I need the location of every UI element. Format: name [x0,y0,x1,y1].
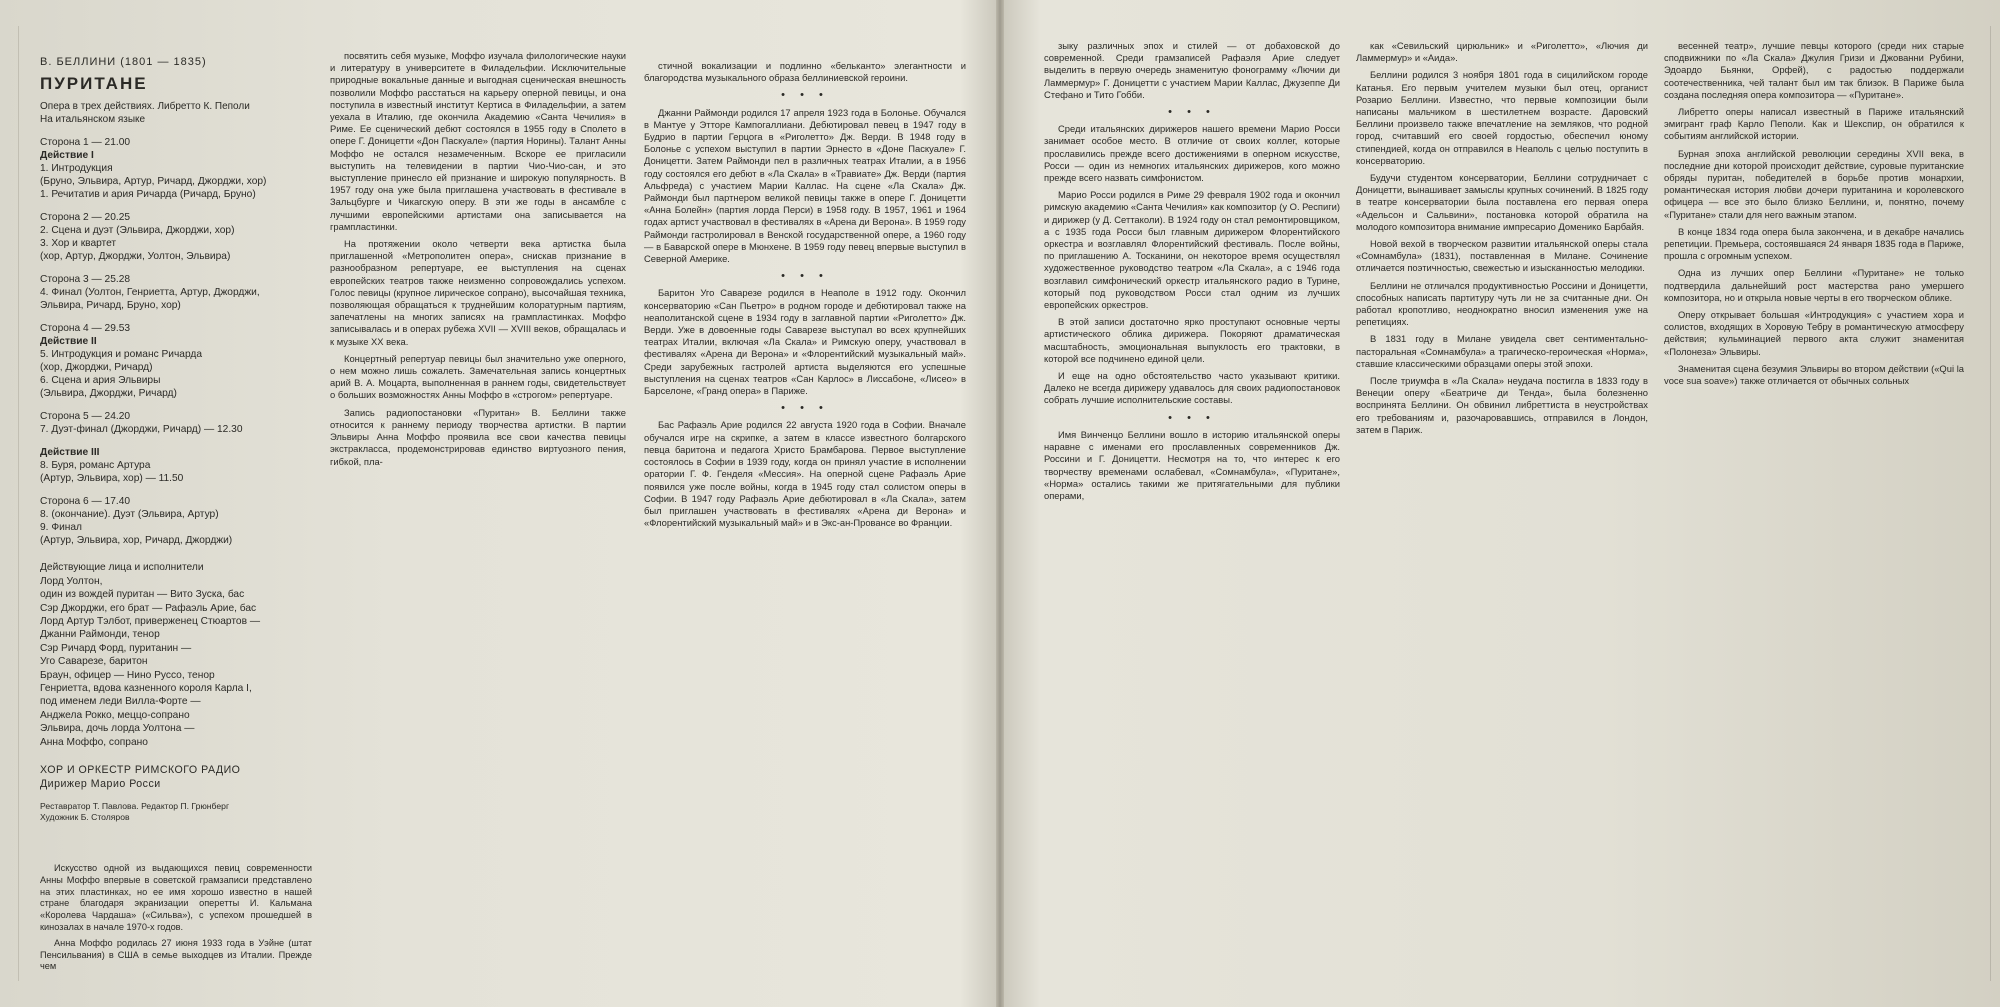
paragraph: Джанни Раймонди родился 17 апреля 1923 года в Болонье. Обучался в Мантуе у Этторе Кампогаллиани. Дебютировал певец в 1947 году в Будрио в партии Герцога в «Риголетто» Дж. Верди. В 1948 году в Болонье с успехом выступил в партии Эрнесто в «Доне Паскуале» Г. Доницетти. Затем Раймонди пел в различных театрах Италии, а в 1956 году состоялся его дебют в «Ла Скала» в «Травиате» Дж. Верди (партия Альфреда) с участием Марии Каллас. На сцене «Ла Скала» Дж. Раймонди был партнером великой певицы также в опере Г. Доницетти «Анна Болейн» (партия лорда Перси) в 1958 году. В 1957, 1961 и 1964 годах артист участвовал в фестивалях в «Арена ди Верона». В 1959 году Раймонди гастролировал в Венской государственной опере, а 1960 году — в Баварской опере в Мюнхене. В 1959 году певец впервые выступил в Северной Америке. [644,106,966,265]
side-block [40,446,312,485]
paragraph: Бас Рафаэль Арие родился 22 августа 1920 года в Софии. Вначале обучался игре на скрипке, а затем в классе известного болгарского певца баритона и педагога Христо Брамбарова. Первое выступление состоялось в Софии в 1939 году, когда он принял участие в исполнении оратории Г. Ф. Генделя «Мессия». На оперной сцене Рафаэль Арие появился уже после войны, когда в 1945 году стал солистом оперы в Софии. В 1947 году Рафаэль Арие дебютировал в «Ла Скала», затем был приглашен участвовать в фестивалях «Арена ди Верона» и «Флорентийский музыкальный май» и в Экс-ан-Провансе во Франции. [644,419,966,529]
page-edge-line [1990,26,1991,981]
cast-line: Анджела Рокко, меццо-сопрано [40,709,190,721]
paragraph: После триумфа в «Ла Скала» неудача постигла в 1833 году в Венеции оперу «Беатриче ди Тенда», была болезненно воспринята Беллини. Он обвинил либреттиста в неустройствах его требованиям и, разочаровавшись, отправился в Лондон, затем в Париж. [1356,375,1648,435]
cast-line: один из вождей пуритан — Вито Зуска, бас [40,589,245,601]
paragraph: посвятить себя музыке, Моффо изучала филологические науки и литературу в университете в Филадельфии. Исключительные природные вокальные данные и выгодная сценическая внешность позволили Моффо расстаться на карьеру оперной певицы, и она поступила в известный институт Кертиса в Филадельфии, а затем уехала в Италию, где окончила Академию «Санта Чечилия» в Риме. Ее сценический дебют состоялся в 1955 году в Сполето в опере Г. Доницетти «Дон Паскуале» (партия Норины). Талант Анны Моффо не остался незамеченным. Вскоре ее пригласили выступить на телевидении в партии Чио-Чио-сан, и это выступление принесло ей признание и широкую популярность. В 1957 году она уже была приглашена участвовать в фестивале в Зальцбурге и Чикагскую оперу. В эти же годы в ансамбле с лучшими европейскими артистами она записывается на грампластинки. [330,50,626,232]
side-label: Сторона 6 — 17.40 [40,496,131,508]
paragraph: Анна Моффо родилась 27 июня 1933 года в Уэйне (штат Пенсильвания) в США в семье выходцев из Италии. Прежде чем [40,937,312,972]
article-column [644,60,966,960]
track-item: (хор, Джорджи, Ричард) [40,362,153,374]
act-label: Действие III [40,447,100,459]
track-item: 8. Буря, романс Артура [40,460,151,472]
paragraph: Знаменитая сцена безумия Эльвиры во втором действии («Qui la voce sua soave») также отличается от обычных сольных [1664,362,1964,387]
paragraph: Имя Винченцо Беллини вошло в историю итальянской оперы наравне с именами его прославленных современников Дж. Россини и Г. Доницетти. Несмотря на то, что интерес к его творчеству временами ослабевал, «Сомнамбула», «Пуритане», «Норма» остались такими же притягательными для публики операми, [1044,428,1340,501]
paragraph: И еще на одно обстоятельство часто указывают критики. Далеко не всегда дирижеру удавалось для своих радиопостановок собрать лучшие исполнительские составы. [1044,370,1340,406]
side-block [40,495,312,547]
cast-line: Браун, офицер — Нино Руссо, тенор [40,669,215,681]
cast-list [40,561,312,749]
paragraph: Будучи студентом консерватории, Беллини сотрудничает с Доницетти, вынашивает замыслы крупных сочинений. В 1825 году в театре консерватории была поставлена его первая опера «Адельсон и Сальвини», постановка которой обратила на молодого композитора внимание импресарио Доменико Барбайя. [1356,172,1648,232]
intro-text [40,863,312,973]
paragraph: весенней театр», лучшие певцы которого (среди них старые сподвижники по «Ла Скала» Джулия Гризи и Джованни Рубини, Эдоардо Бьянки, Орфей), с радостью поддержали соотечественника, чей талант был им так близок. В Париже была создана последняя опера композитора — «Пуритане». [1664,40,1964,100]
side-label: Сторона 4 — 29.53 [40,323,131,335]
conductor-line: Дирижер Марио Росси [40,778,161,791]
credit-line: Реставратор Т. Павлова. Редактор П. Грюнберг [40,801,230,812]
paragraph: Среди итальянских дирижеров нашего времени Марио Росси занимает особое место. В отличие от своих коллег, которые прославились прежде всего достижениями в оперном искусстве, Росси — один из немногих итальянских дирижеров, кого можно прежде всего назвать симфонистом. [1044,123,1340,184]
track-item: 2. Сцена и дуэт (Эльвира, Джорджи, хор) [40,225,235,237]
cast-lines [40,575,312,749]
article-column [1044,40,1340,990]
side-block [40,273,312,312]
paragraph: В 1831 году в Милане увидела свет сентиментально-пасторальная «Сомнамбула» а трагическо-героическая «Норма», ставшие классическими образцами оперы этой эпохи. [1356,333,1648,369]
credit-line: Художник Б. Столяров [40,812,130,823]
side-block [40,410,312,436]
cast-line: Уго Саварезе, баритон [40,656,148,668]
paragraph: В этой записи достаточно ярко проступают основные черты артистического облика дирижера. Покоряют драматическая масштабность, эмоциональная выпуклость его трактовки, в которой все подчинено единой цели. [1044,316,1340,364]
paragraph: Искусство одной из выдающихся певиц современности Анны Моффо впервые в советской грамзаписи представлено на этих пластинках, но ее имя хорошо известно в нашей стране благодаря экранизации оперетты И. Кальмана «Королева Чардаша» («Сильва»), с успехом прошедшей в кинозалах в начале 1970-х годов. [40,863,312,933]
cast-line: Сэр Ричард Форд, пуританин — [40,642,192,654]
paragraph: Новой вехой в творческом развитии итальянской оперы стала «Сомнамбула» (1831), поставленная в Милане. Сочинение отличается поэтичностью, свежестью и изысканностью мелодики. [1356,238,1648,274]
side-block [40,322,312,400]
cast-line: Эльвира, дочь лорда Уолтона — [40,723,195,735]
booklet-spine [996,0,1004,1007]
article-column [1356,40,1648,990]
article-column [330,50,626,1000]
paragraph: На протяжении около четверти века артистка была приглашенной «Метрополитен опера», снискав признание в разнообразном репертуаре, ее выступления на сценах европейских театров также неизменно сопровождались успехом. Голос певицы (крупное лирическое сопрано), высочайшая техника, позволяющая обращаться к труднейшим колоратурным партиям, запечатлены на многих записях на грампластинках. Моффо записывалась и в операх рубежа XVII — XVIII веков, обращалась и к музыке XX века. [330,238,626,347]
language-note: На итальянском языке [40,114,146,126]
paragraph: зыку различных эпох и стилей — от добаховской до современной. Среди грамзаписей Рафаэля Арие следует выделить в первую очередь знаменитую фонограмму «Лючии ди Ламмермур» Г. Доницетти с участием Марии Каллас, Джузеппе Ди Стефано и Тито Гобби. [1044,40,1340,100]
paragraph: Одна из лучших опер Беллини «Пуритане» не только подтвердила дальнейший рост мастерства рано умершего композитора, но и открыла новые черты в его творческом облике. [1664,267,1964,303]
track-item: 7. Дуэт-финал (Джорджи, Ричард) — 12.30 [40,424,243,436]
act-label: Действие I [40,150,94,162]
track-item: 9. Финал [40,522,82,534]
paragraph: Марио Росси родился в Риме 29 февраля 1902 года и окончил римскую академию «Санта Чечилия» как композитор (у О. Респиги) и дирижер (у Д. Сеттаколи). В 1924 году он стал ремонтировщиком, а с 1935 года Росси был главным дирижером Флорентийского оркестра и возглавлял Флорентийский фестиваль. После войны, по приглашению А. Тосканини, он некоторое время осуществлял художественное руководство театром «Ла Скала», а с 1946 года возглавил симфонический оркестр итальянского радио в Турине, который под руководством Росси стал одним из лучших европейских оркестров. [1044,189,1340,311]
track-item: 5. Интродукция и романс Ричарда [40,349,202,361]
side-block [40,211,312,263]
track-item: (Эльвира, Джорджи, Ричард) [40,388,177,400]
side-label: Сторона 2 — 20.25 [40,212,131,224]
track-item: 4. Финал (Уолтон, Генриетта, Артур, Джорджи, [40,287,260,299]
choir-credit [40,763,312,791]
paragraph: Беллини родился 3 ноября 1801 года в сицилийском городе Катанья. Его первым учителем музыки был отец, органист Розарио Беллини. Известно, что первые композиции были написаны мальчиком в шестилетнем возрасте. Даровский Беллини произвело также впечатление на земляков, что родной город, считавший его своей гордостью, обеспечил юному стипендией, когда он отправился в Неаполь с целью поступить в консерваторию. [1356,69,1648,166]
cast-line: Сэр Джорджи, его брат — Рафаэль Арие, бас [40,602,257,614]
opera-title: ПУРИТАНЕ [40,74,148,94]
track-item: (Артур, Эльвира, хор) — 11.50 [40,473,184,485]
track-item: (Бруно, Эльвира, Артур, Ричард, Джорджи, хор) [40,176,267,188]
composer-heading: В. БЕЛЛИНИ (1801 — 1835) [40,56,207,68]
side-label: Сторона 3 — 25.28 [40,274,131,286]
paragraph: В конце 1834 года опера была закончена, и в декабре начались репетиции. Премьера, состоявшаяся 24 января 1835 года в Париже, прошла с огромным успехом. [1664,225,1964,262]
track-item: 1. Речитатив и ария Ричарда (Ричард, Бруно) [40,189,256,201]
cast-line: под именем леди Вилла-Форте — [40,696,201,708]
tracklist [40,136,312,547]
article-column [1664,40,1964,990]
section-separator: • • • [1168,106,1216,119]
track-item: Эльвира, Ричард, Бруно, хор) [40,300,181,312]
section-separator: • • • [781,402,829,415]
cast-line: Лорд Артур Тэлбот, приверженец Стюартов — [40,616,261,628]
track-item: 6. Сцена и ария Эльвиры [40,375,161,387]
paragraph: Бурная эпоха английской революции середины XVII века, в последние дни которой происходит действие, суровые пуританские обряды пуритан, победителей в борьбе против монархии, романтическая история любви дочери пуританина и королевского офицера — все это было близко Беллини, и, понятно, почему «Пуритане» стали для него важным этапом. [1664,147,1964,220]
page-edge-line [18,26,19,981]
section-separator: • • • [1168,411,1216,424]
paragraph: Оперу открывает большая «Интродукция» с участием хора и солистов, входящих в Хоровую Тебру в романтическую атмосферу действия; кульминацией первого акта служит знаменитая «Полонеза» Эльвиры. [1664,309,1964,357]
track-item: (хор, Артур, Джорджи, Уолтон, Эльвира) [40,251,231,263]
side-block [40,136,312,201]
paragraph: как «Севильский цирюльник» и «Риголетто», «Лючия ди Ламмермур» и «Аида». [1356,40,1648,64]
paragraph: Либретто оперы написал известный в Париже итальянский эмигрант граф Карло Пеполи. Как и Шекспир, он обратился к событиям английской истории. [1664,106,1964,142]
production-credits [40,801,312,823]
cast-line: Анна Моффо, сопрано [40,736,148,748]
cast-line: Джанни Раймонди, тенор [40,629,160,641]
act-label: Действие II [40,336,97,348]
choir-line: ХОР И ОРКЕСТР РИМСКОГО РАДИО [40,764,241,777]
opera-subtitle: Опера в трех действиях. Либретто К. Пеполи [40,101,250,113]
section-separator: • • • [781,270,829,283]
paragraph: Запись радиопостановки «Пуритан» В. Беллини также относится к раннему периоду творчества артистки. В партии Эльвиры Анна Моффо проявила все свои качества певицы экстракласса, продемонстрировав единство виртуозного пения, гибкой, пла- [330,406,626,467]
track-item: 8. (окончание). Дуэт (Эльвира, Артур) [40,509,219,521]
track-item: (Артур, Эльвира, хор, Ричард, Джорджи) [40,535,233,547]
side-label: Сторона 1 — 21.00 [40,137,131,149]
paragraph: Концертный репертуар певицы был значительно уже оперного, о нем можно лишь сожалеть. Замечательная запись концертных арий В. А. Моцарта, выполненная в раннем годы, свидетельствует о больших возможностях Анны Моффо в «строгом» репертуаре. [330,352,626,401]
paragraph: Беллини не отличался продуктивностью Россини и Доницетти, способных написать партитуру чуть ли не за считанные дни. Он работал кропотливо, неоднократно вносил изменения уже на репетициях. [1356,279,1648,328]
paragraph: Баритон Уго Саварезе родился в Неаполе в 1912 году. Окончил консерваторию «Сан Пьетро» в родном городе и дебютировал также на неаполитанской сцене в 1934 году в заглавной партии «Риголетто» Дж. Верди. Уже в довоенные годы Саварезе выступал во всех крупнейших театрах Италии, включая «Ла Скала» и Римскую оперу, участвовал в фестивалях «Арена ди Верона» и «Флорентийский музыкальный май». Среди зарубежных гастролей артиста выделяются его успешные выступления на сценах театров «Сан Карлос» в Лиссабоне, «Лисео» в Барселоне, «Гранд опера» в Париже. [644,287,966,397]
cast-heading: Действующие лица и исполнители [40,562,204,574]
cast-line: Лорд Уолтон, [40,575,103,587]
section-separator: • • • [781,89,829,102]
tracklist-column [40,56,312,991]
side-label: Сторона 5 — 24.20 [40,411,131,423]
track-item: 1. Интродукция [40,163,113,175]
cast-line: Генриетта, вдова казненного короля Карла I, [40,683,252,695]
paragraph: стичной вокализации и подлинно «бельканто» элегантности и благородства музыкального образа беллиниевской героини. [644,60,966,84]
right-page [1004,0,2000,1007]
track-item: 3. Хор и квартет [40,238,117,250]
